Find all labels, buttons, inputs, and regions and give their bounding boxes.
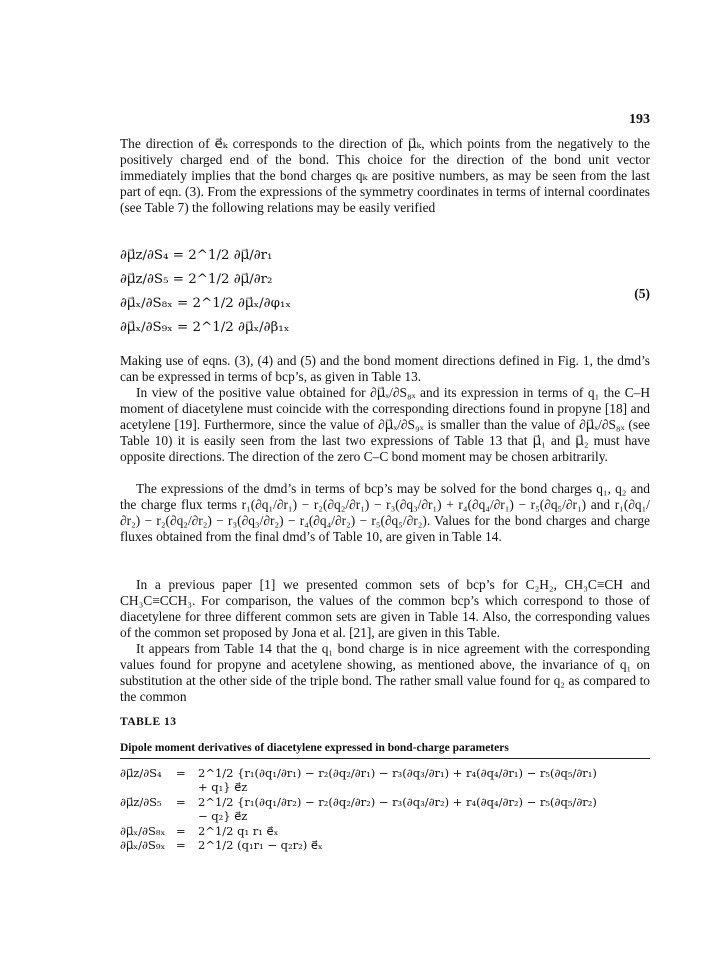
table-cell-rhs: 2^1/2 (q₁r₁ − q₂r₂) e⃗ₓ [198, 838, 323, 852]
equation-line: ∂μ⃗z/∂S₄ = 2^1/2 ∂μ⃗/∂r₁ [120, 248, 273, 263]
table-cell-eq: = [176, 838, 186, 852]
table-label: TABLE 13 [120, 716, 177, 728]
table-cell-eq: = [176, 824, 186, 838]
page-number: 193 [629, 112, 650, 127]
table-cell-eq: = [176, 795, 186, 809]
paragraph-3: In view of the positive value obtained for ∂μ⃗ₓ/∂S₈ₓ and its expression in terms of q₁ the C–H moment of diacetylene must coincide with the corresponding directions found in propyne [18] and acetylene [19]. Furthermore, since the value of ∂μ⃗ₓ/∂S₉ₓ is smaller than the value of ∂μ⃗ₓ/∂S₈ₓ (see Table 10) it is easily seen from the last two expressions of Table 13 that μ⃗₁ and μ⃗₂ must have opposite directions. The direction of the zero C–C bond moment may be chosen arbitrarily. [120, 385, 650, 465]
equation-line: ∂μ⃗ₓ/∂S₉ₓ = 2^1/2 ∂μ⃗ₓ/∂β₁ₓ [120, 320, 290, 335]
table-cell-lhs: ∂μ⃗z/∂S₅ [120, 795, 162, 809]
table-cell-rhs: + q₁} e⃗z [198, 780, 248, 794]
equation-line: ∂μ⃗z/∂S₅ = 2^1/2 ∂μ⃗/∂r₂ [120, 272, 273, 287]
table-cell-rhs: 2^1/2 {r₁(∂q₁/∂r₁) − r₂(∂q₂/∂r₁) − r₃(∂q₃/∂r₁) + r₄(∂q₄/∂r₁) − r₅(∂q₅/∂r₁) [198, 766, 597, 780]
table-top-rule [120, 758, 650, 759]
equation-block-5 [120, 246, 650, 344]
table-caption: Dipole moment derivatives of diacetylene expressed in bond-charge parameters [120, 742, 509, 754]
table-cell-rhs: 2^1/2 q₁ r₁ e⃗ₓ [198, 824, 279, 838]
equation-number: (5) [634, 286, 650, 301]
table-cell-lhs: ∂μ⃗ₓ/∂S₈ₓ [120, 824, 166, 838]
table-cell-lhs: ∂μ⃗ₓ/∂S₉ₓ [120, 838, 166, 852]
paragraph-6: It appears from Table 14 that the q₁ bond charge is in nice agreement with the corresponding values found for propyne and acetylene showing, as mentioned above, the invariance of q₁ on substitution at the other side of the triple bond. The rather small value found for q₂ as compared to the common [120, 641, 650, 705]
table-cell-rhs: 2^1/2 {r₁(∂q₁/∂r₂) − r₂(∂q₂/∂r₂) − r₃(∂q₃/∂r₂) + r₄(∂q₄/∂r₂) − r₅(∂q₅/∂r₂) [198, 795, 597, 809]
table-cell-lhs: ∂μ⃗z/∂S₄ [120, 766, 162, 780]
paragraph-1: The direction of e⃗ₖ corresponds to the direction of μ⃗ₖ, which points from the negatively to the positively charged end of the bond. This choice for the direction of the bond unit vector immediately implies that the bond charges qₖ are positive numbers, as may be seen from the last part of eqn. (3). From the expressions of the symmetry coordinates in terms of internal coordinates (see Table 7) the following relations may be easily verified [120, 136, 650, 216]
paragraph-2: Making use of eqns. (3), (4) and (5) and the bond moment directions defined in Fig. 1, the dmd’s can be expressed in terms of bcp’s, as given in Table 13. [120, 353, 650, 385]
equation-line: ∂μ⃗ₓ/∂S₈ₓ = 2^1/2 ∂μ⃗ₓ/∂φ₁ₓ [120, 296, 292, 311]
paragraph-5: In a previous paper [1] we presented common sets of bcp’s for C₂H₂, CH₃C≡CH and CH₃C≡CCH₃. For comparison, the values of the common bcp’s which correspond to those of diacetylene for three different common sets are given in Table 14. Also, the corresponding values of the common set proposed by Jona et al. [21], are given in this Table. [120, 577, 650, 641]
paragraph-4: The expressions of the dmd’s in terms of bcp’s may be solved for the bond charges q₁, q₂ and the charge flux terms r₁(∂q₁/∂r₁) − r₂(∂q₂/∂r₁) − r₃(∂q₃/∂r₁) + r₄(∂q₄/∂r₁) − r₅(∂q₅/∂r₁) and r₁(∂q₁/∂r₂) − r₂(∂q₂/∂r₂) − r₃(∂q₃/∂r₂) − r₄(∂q₄/∂r₂) − r₅(∂q₅/∂r₂). Values for the bond charges and charge fluxes obtained from the final dmd’s of Table 10, are given in Table 14. [120, 481, 650, 545]
table-cell-rhs: − q₂} e⃗z [198, 809, 248, 823]
table-cell-eq: = [176, 766, 186, 780]
